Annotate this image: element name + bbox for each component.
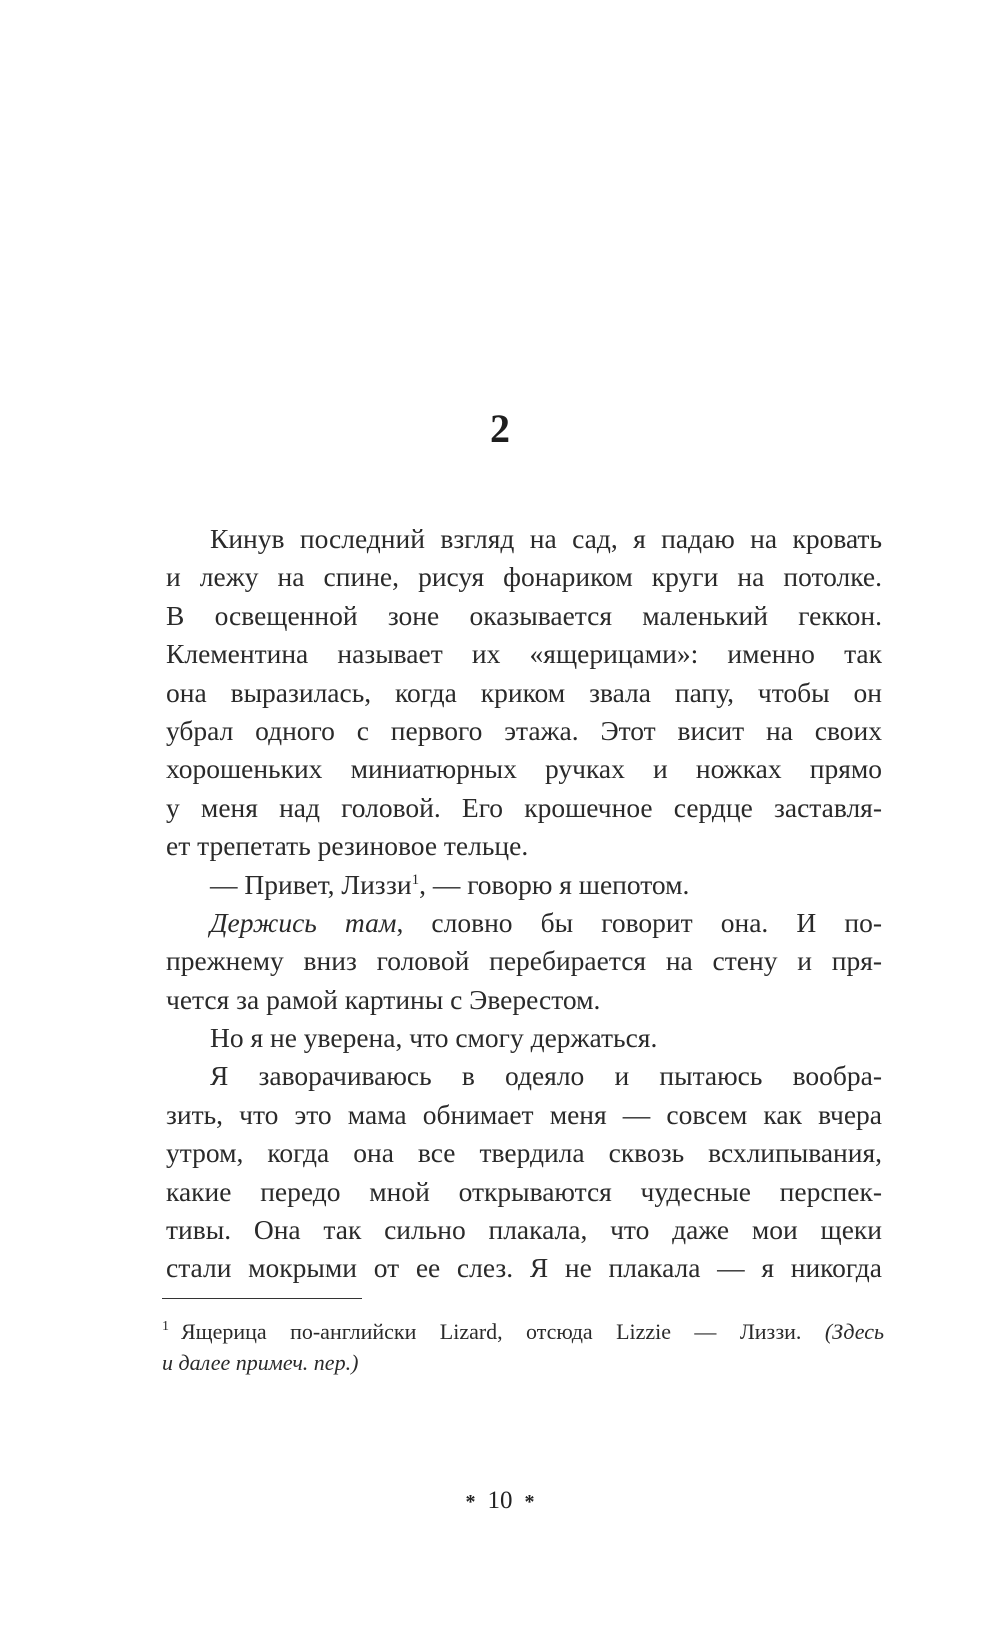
footnote-ref[interactable]: 1: [411, 871, 420, 888]
footnote-line: [162, 1316, 884, 1347]
footnote-italic: (Здесь: [824, 1319, 884, 1344]
text-line: хорошеньких миниатюрных ручках и ножках прямо: [166, 753, 882, 785]
footnote-marker: 1: [162, 1319, 169, 1334]
page-number: 10: [487, 1487, 513, 1514]
footnote-divider: [162, 1298, 362, 1299]
chapter-number: 2: [490, 406, 510, 451]
footnote: [162, 1316, 884, 1378]
text-line: утром, когда она все твердила сквозь всхлипывания,: [166, 1137, 882, 1169]
text-line: чется за рамой картины с Эверестом.: [166, 983, 601, 1015]
text-line: зить, что это мама обнимает меня — совсем как вчера: [166, 1098, 882, 1130]
text-line: прежнему вниз головой перебирается на стену и пря-: [166, 945, 882, 977]
text-line: убрал одного с первого этажа. Этот висит на своих: [166, 714, 882, 746]
text-line: она выразилась, когда криком звала папу, чтобы он: [166, 676, 882, 708]
text-line: Я заворачиваюсь в одеяло и пытаюсь вообра-: [210, 1060, 882, 1092]
text-line: В освещенной зоне оказывается маленький геккон.: [166, 599, 882, 631]
page-footer: [0, 1487, 1000, 1515]
text-line: ет трепетать резиновое тельце.: [166, 830, 529, 862]
text-line: и лежу на спине, рисуя фонариком круги на потолке.: [166, 561, 882, 593]
italic-phrase: Держись там: [210, 906, 397, 938]
dialogue-text-tail: , — говорю я шепотом.: [419, 868, 690, 900]
footnote-italic: и далее примеч. пер.): [162, 1350, 359, 1375]
text-line: какие передо мной открываются чудесные перспек-: [166, 1175, 882, 1207]
footnote-line: [162, 1347, 884, 1378]
text-line: Кинув последний взгляд на сад, я падаю на кровать: [210, 523, 882, 554]
text-line: Клементина называет их «ящерицами»: именно так: [166, 638, 882, 670]
star-ornament-icon: *: [524, 1491, 535, 1513]
text-span: , словно бы говорит она. И по-: [396, 906, 882, 938]
dialogue-line: [166, 866, 882, 904]
text-line: Но я не уверена, что смогу держаться.: [210, 1022, 658, 1054]
text-line: у меня над головой. Его крошечное сердце заставля-: [166, 791, 882, 823]
body-text: [166, 520, 882, 1288]
footnote-text: Ящерица по-английски Lizard, отсюда Lizzie — Лиззи.: [181, 1319, 802, 1344]
text-line: [166, 904, 882, 942]
dialogue-text: — Привет, Лиззи: [210, 868, 412, 900]
text-line: стали мокрыми от ее слез. Я не плакала — я никогда: [166, 1252, 882, 1284]
star-ornament-icon: *: [465, 1491, 476, 1513]
text-line: тивы. Она так сильно плакала, что даже мои щеки: [166, 1214, 882, 1246]
